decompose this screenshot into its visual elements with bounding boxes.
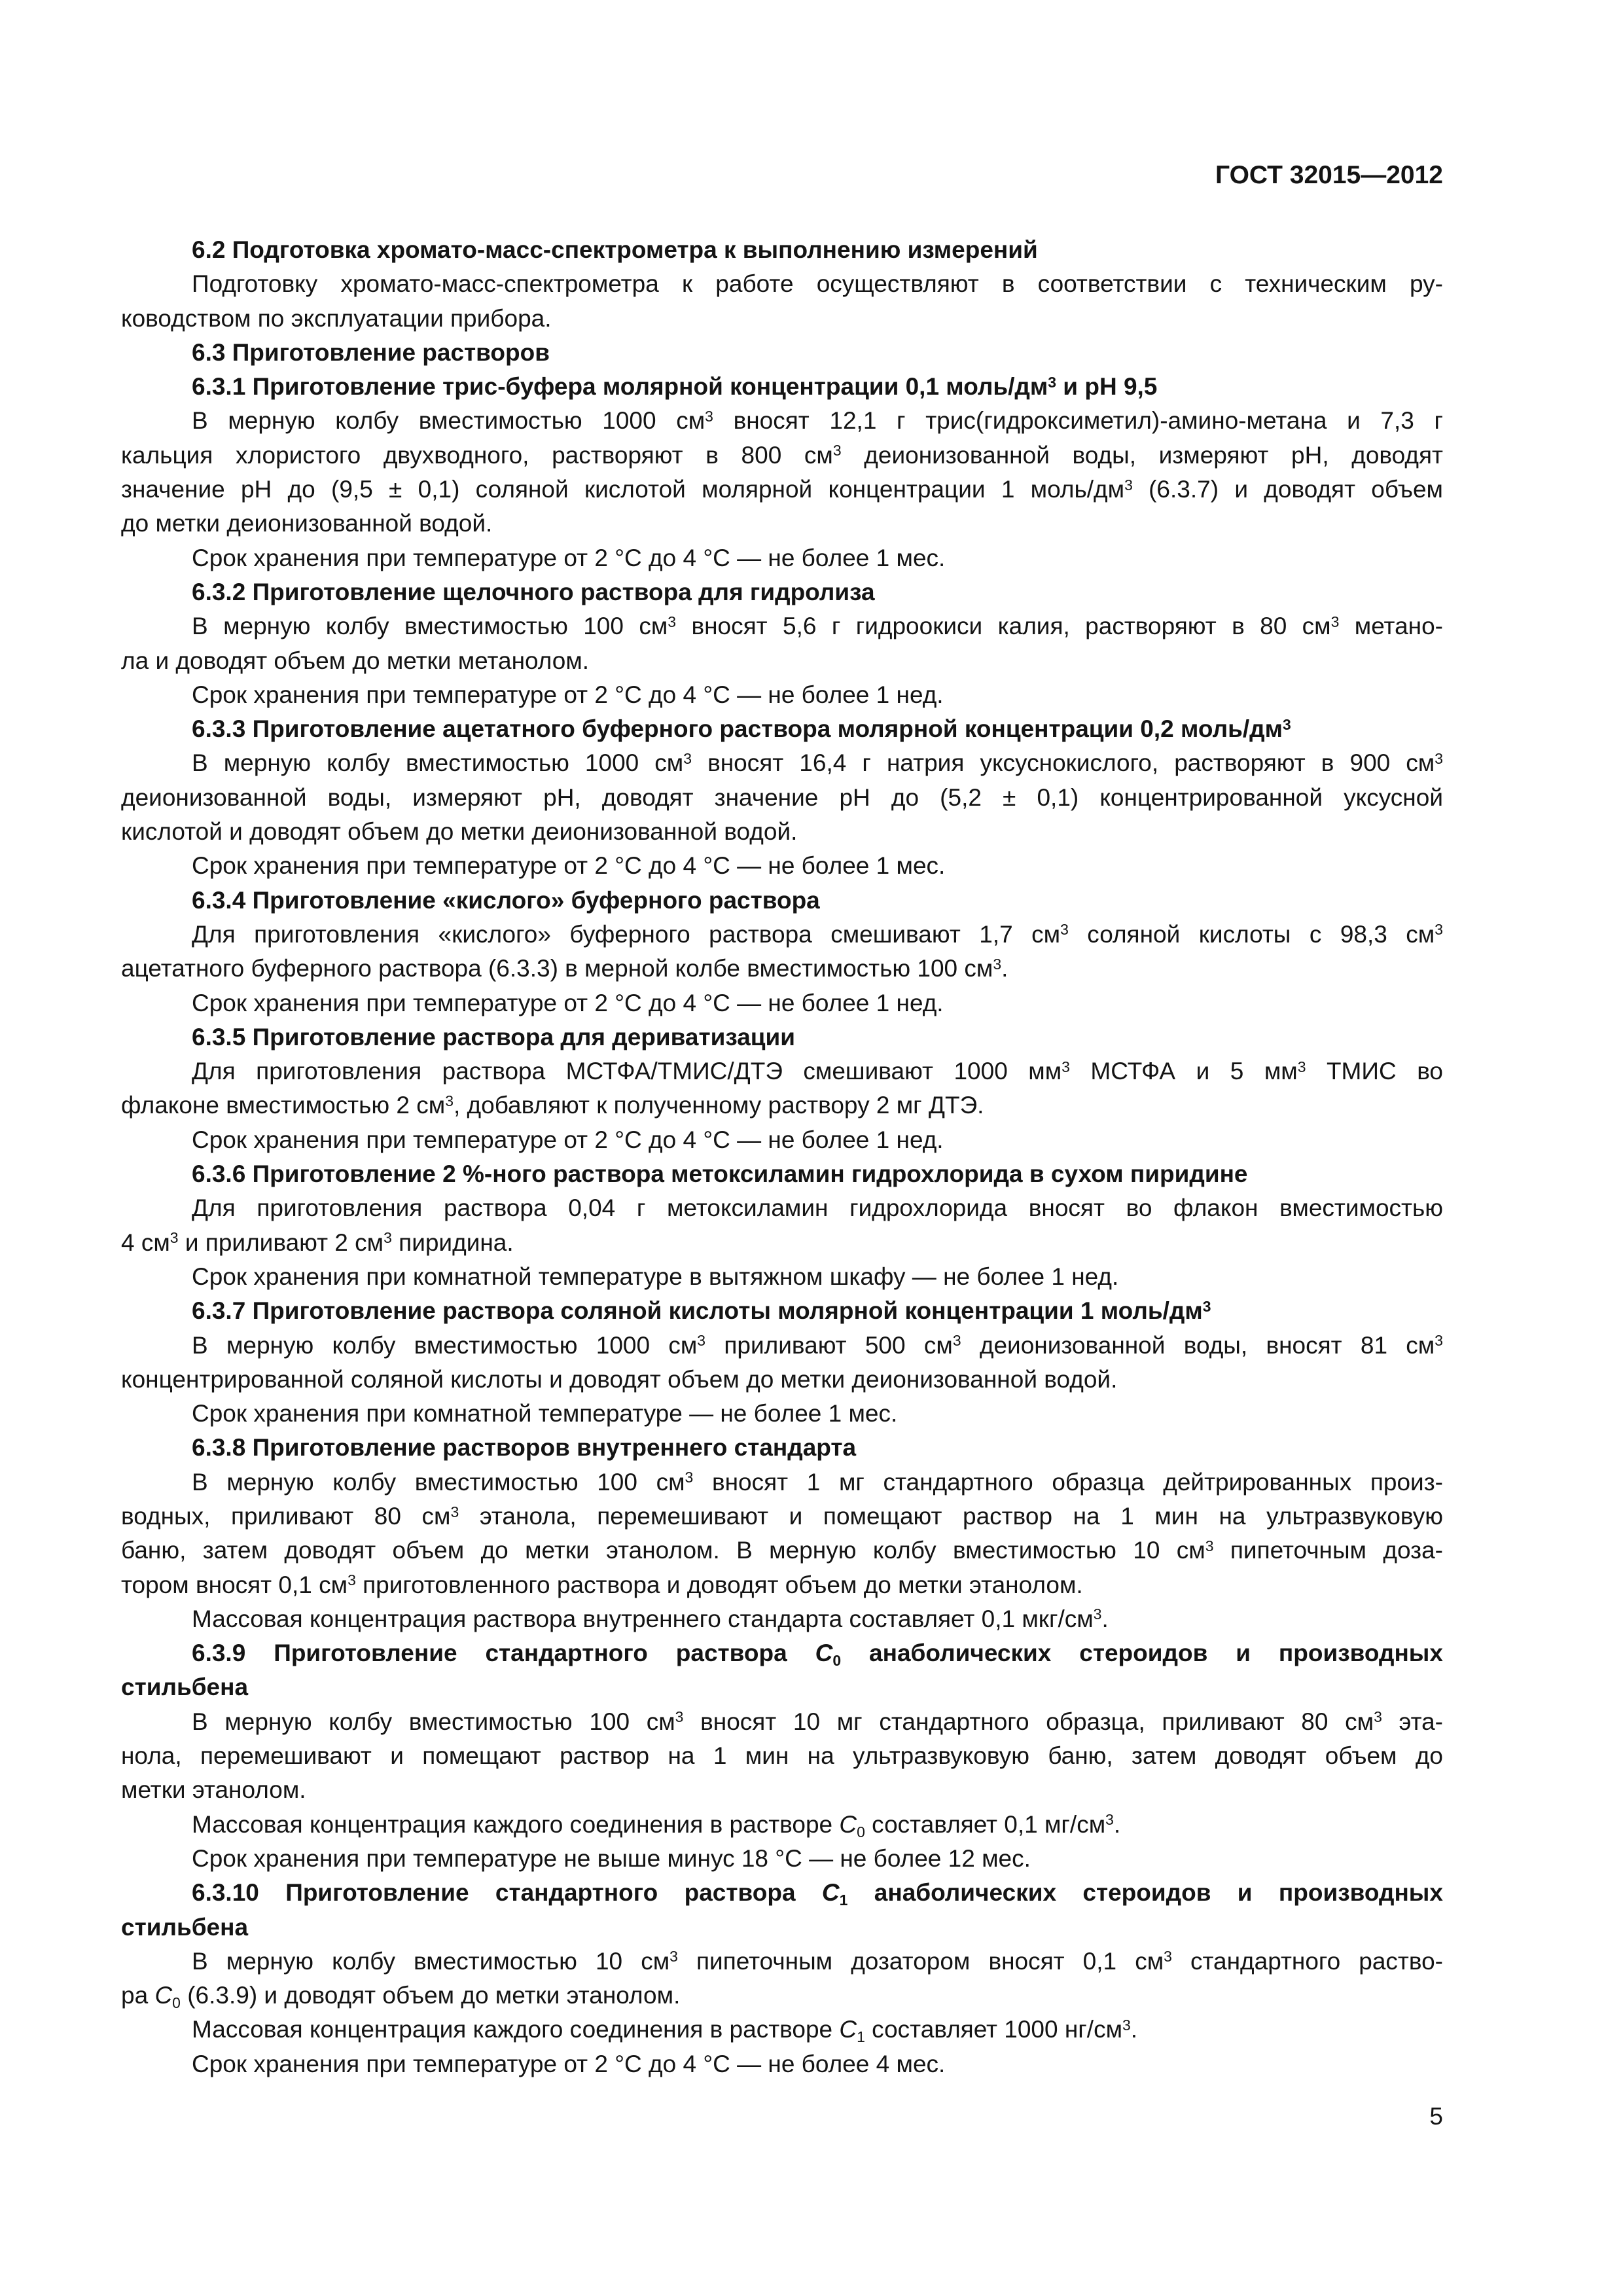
- line-text: [192, 575, 875, 609]
- superscript: 3: [383, 1229, 392, 1247]
- text-run: вносят 1 мг стандартного образца дейтрированных произ-: [693, 1468, 1443, 1496]
- line-text: [121, 1534, 1443, 1568]
- line-text: [192, 849, 945, 883]
- text-run: В мерную колбу вместимостью 100 см: [192, 1468, 685, 1496]
- paragraph: [121, 2047, 1443, 2081]
- text-line: [121, 712, 1443, 746]
- text-run: баню, затем доводят объем до метки этанолом. В мерную колбу вместимостью 10 см: [121, 1537, 1205, 1564]
- text-line: [121, 986, 1443, 1020]
- text-line: [121, 1808, 1443, 1842]
- text-run: В мерную колбу вместимостью 1000 см: [192, 749, 684, 777]
- section-heading: [121, 336, 1443, 370]
- superscript: 3: [1435, 749, 1443, 767]
- text-run: ТМИС во: [1306, 1058, 1444, 1085]
- line-text: [192, 267, 1443, 301]
- text-line: [121, 1329, 1443, 1363]
- text-run: МСТФА и 5 мм: [1069, 1058, 1298, 1085]
- line-text: [121, 1363, 1117, 1397]
- text-line: [121, 2013, 1443, 2047]
- text-run: деионизованной воды, вносят 81 см: [961, 1331, 1435, 1359]
- text-run: пипеточным дозатором вносят 0,1 см: [677, 1947, 1164, 1975]
- line-text: [192, 2047, 945, 2081]
- paragraph: [121, 1397, 1443, 1431]
- superscript: 3: [685, 1469, 694, 1486]
- text-line: [121, 1568, 1443, 1602]
- paragraph: [121, 986, 1443, 1020]
- text-run: В мерную колбу вместимостью 100 см: [192, 1708, 675, 1735]
- text-line: [121, 1226, 1443, 1260]
- text-run: 6.2 Подготовка хромато-масс-спектрометра к выполнению измерений: [192, 236, 1038, 263]
- line-text: [192, 1465, 1443, 1499]
- paragraph: [121, 918, 1443, 986]
- paragraph: [121, 609, 1443, 678]
- superscript: 3: [1435, 1332, 1444, 1350]
- text-line: [121, 1465, 1443, 1499]
- text-line: [121, 1910, 1443, 1945]
- text-line: [121, 575, 1443, 609]
- superscript: 3: [450, 1503, 459, 1520]
- line-text: [192, 1842, 1031, 1876]
- text-run: и приливают 2 см: [178, 1229, 384, 1256]
- line-text: [192, 1431, 856, 1465]
- text-run: значение pH до (9,5 ± 0,1) соляной кислотой молярной концентрации 1 моль/дм: [121, 476, 1125, 503]
- text-run: 6.3.5 Приготовление раствора для дериватизации: [192, 1023, 796, 1050]
- text-line: [121, 1054, 1443, 1088]
- superscript: 3: [669, 1948, 678, 1965]
- superscript: 3: [1122, 2016, 1131, 2034]
- line-text: [192, 1054, 1443, 1088]
- superscript: 3: [1060, 921, 1069, 939]
- superscript: 3: [1374, 1708, 1382, 1726]
- line-text: [192, 986, 944, 1020]
- line-text: [192, 1123, 944, 1157]
- text-line: [121, 1363, 1443, 1397]
- text-line: [121, 1670, 1443, 1704]
- paragraph: [121, 267, 1443, 336]
- paragraph: [121, 404, 1443, 541]
- text-run: 6.3.1 Приготовление трис-буфера молярной концентрации 0,1 моль/дм: [192, 373, 1048, 401]
- text-run: Для приготовления «кислого» буферного раствора смешивают 1,7 см: [192, 920, 1061, 948]
- text-line: [121, 1602, 1443, 1636]
- line-text: [121, 1088, 984, 1122]
- text-run: ла и доводят объем до метки метанолом.: [121, 647, 590, 674]
- section-heading: [121, 233, 1443, 267]
- paragraph: [121, 1191, 1443, 1260]
- line-text: [192, 336, 550, 370]
- text-line: [121, 1636, 1443, 1670]
- text-line: [121, 1499, 1443, 1534]
- line-text: [121, 644, 589, 678]
- superscript: 3: [1202, 1297, 1211, 1315]
- text-line: [121, 952, 1443, 986]
- text-line: [121, 1705, 1443, 1739]
- text-run: 6.3.10 Приготовление стандартного раствора: [192, 1879, 822, 1907]
- superscript: 3: [675, 1708, 684, 1726]
- text-run: Срок хранения при температуре от 2 °C до 4 °C — не более 1 нед.: [192, 1126, 944, 1153]
- text-run: (6.3.7) и доводят объем: [1132, 476, 1443, 503]
- text-run: метки этанолом.: [121, 1776, 306, 1804]
- text-run: стильбена: [121, 1674, 249, 1701]
- line-text: [192, 1636, 1443, 1670]
- paragraph: [121, 1842, 1443, 1876]
- section-heading: [121, 1157, 1443, 1191]
- text-run: Подготовку хромато-масс-спектрометра к работе осуществляют в соответствии с техническим ру-: [192, 270, 1443, 298]
- subscript: 0: [857, 1823, 865, 1840]
- text-line: [121, 1088, 1443, 1122]
- text-run: вносят 5,6 г гидроокиси калия, растворяют в 80 см: [676, 613, 1331, 640]
- superscript: 3: [169, 1229, 179, 1247]
- text-run: стильбена: [121, 1913, 249, 1941]
- superscript: 3: [832, 442, 842, 459]
- text-line: [121, 1945, 1443, 1979]
- text-line: [121, 2047, 1443, 2081]
- text-run: 6.3.8 Приготовление растворов внутреннего стандарта: [192, 1434, 857, 1462]
- text-line: [121, 507, 1443, 541]
- text-run: .: [1113, 1810, 1121, 1838]
- line-text: [192, 1329, 1443, 1363]
- text-run: флаконе вместимостью 2 см: [121, 1092, 446, 1119]
- text-run: .: [1001, 955, 1008, 982]
- text-line: [121, 267, 1443, 301]
- text-run: этанола, перемешивают и помещают раствор на 1 мин на ультразвуковую: [459, 1502, 1443, 1530]
- document-code: ГОСТ 32015—2012: [1215, 161, 1443, 189]
- text-run: приливают 500 см: [705, 1331, 953, 1359]
- line-text: [192, 1294, 1211, 1328]
- text-run: анаболических стероидов и производных: [847, 1879, 1443, 1907]
- line-text: [192, 1020, 795, 1054]
- text-line: [121, 781, 1443, 815]
- text-line: [121, 1534, 1443, 1568]
- text-line: [121, 1842, 1443, 1876]
- paragraph: [121, 849, 1443, 883]
- text-run: вносят 10 мг стандартного образца, приливают 80 см: [683, 1708, 1374, 1735]
- text-line: [121, 1294, 1443, 1328]
- text-line: [121, 302, 1443, 336]
- text-run: Срок хранения при температуре не выше минус 18 °C — не более 12 мес.: [192, 1844, 1031, 1872]
- text-run: составляет 0,1 мг/см: [865, 1810, 1106, 1838]
- paragraph: [121, 1705, 1443, 1808]
- text-run: водных, приливают 80 см: [121, 1502, 451, 1530]
- text-run: В мерную колбу вместимостью 1000 см: [192, 407, 705, 435]
- text-run: соляной кислоты с 98,3 см: [1068, 920, 1435, 948]
- line-text: [192, 2013, 1137, 2047]
- text-run: Для приготовления раствора 0,04 г метоксиламин гидрохлорида вносят во флакон вместимостью: [192, 1194, 1443, 1222]
- text-line: [121, 473, 1443, 507]
- text-line: [121, 1431, 1443, 1465]
- line-text: [121, 473, 1443, 507]
- italic-symbol: C: [839, 2016, 857, 2043]
- line-text: [192, 884, 820, 918]
- line-text: [192, 1397, 897, 1431]
- line-text: [192, 712, 1291, 746]
- text-run: составляет 1000 нг/см: [865, 2016, 1123, 2043]
- text-run: 6.3.9 Приготовление стандартного раствора: [192, 1640, 815, 1667]
- line-text: [192, 1191, 1443, 1225]
- subscript: 1: [857, 2028, 865, 2046]
- text-line: [121, 370, 1443, 404]
- text-run: Срок хранения при температуре от 2 °C до 4 °C — не более 1 мес.: [192, 544, 946, 571]
- text-line: [121, 1260, 1443, 1294]
- text-run: Срок хранения при температуре от 2 °C до 4 °C — не более 4 мес.: [192, 2050, 946, 2077]
- superscript: 3: [1048, 373, 1057, 391]
- text-line: [121, 815, 1443, 849]
- line-text: [121, 1910, 248, 1945]
- superscript: 3: [1105, 1811, 1114, 1829]
- text-run: В мерную колбу вместимостью 10 см: [192, 1947, 670, 1975]
- section-heading: [121, 575, 1443, 609]
- text-line: [121, 746, 1443, 780]
- superscript: 3: [1061, 1058, 1070, 1075]
- section-heading: [121, 884, 1443, 918]
- line-text: [121, 1773, 306, 1807]
- section-heading: [121, 1020, 1443, 1054]
- text-run: (6.3.9) и доводят объем до метки этанолом.: [180, 1982, 681, 2009]
- superscript: 3: [697, 1332, 706, 1350]
- line-text: [192, 1260, 1118, 1294]
- line-text: [192, 1945, 1443, 1979]
- text-line: [121, 404, 1443, 438]
- line-text: [121, 1226, 514, 1260]
- line-text: [192, 678, 944, 712]
- page-number: 5: [1429, 2103, 1443, 2130]
- paragraph: [121, 541, 1443, 575]
- line-text: [192, 1876, 1443, 1910]
- text-run: Массовая концентрация каждого соединения в растворе: [192, 1810, 840, 1838]
- text-run: .: [1130, 2016, 1138, 2043]
- superscript: 3: [445, 1092, 454, 1109]
- superscript: 3: [668, 613, 677, 630]
- text-run: Для приготовления раствора МСТФА/ТМИС/ДТЭ смешивают 1000 мм: [192, 1058, 1062, 1085]
- document-body: [121, 233, 1443, 2081]
- line-text: [121, 507, 492, 541]
- line-text: [121, 302, 552, 336]
- text-line: [121, 233, 1443, 267]
- text-line: [121, 644, 1443, 678]
- italic-symbol: C: [839, 1810, 857, 1838]
- text-run: 6.3.3 Приготовление ацетатного буферного раствора молярной концентрации 0,2 моль/дм: [192, 715, 1283, 743]
- line-text: [121, 1739, 1443, 1773]
- text-line: [121, 849, 1443, 883]
- text-run: анаболических стероидов и производных: [841, 1640, 1443, 1667]
- superscript: 3: [705, 408, 713, 425]
- line-text: [121, 952, 1008, 986]
- line-text: [121, 1499, 1443, 1534]
- line-text: [121, 781, 1443, 815]
- text-line: [121, 1020, 1443, 1054]
- subscript: 0: [832, 1652, 842, 1670]
- section-heading: [121, 1294, 1443, 1328]
- paragraph: [121, 1808, 1443, 1842]
- subscript: 1: [839, 1892, 848, 1909]
- text-line: [121, 678, 1443, 712]
- superscript: 3: [348, 1571, 356, 1589]
- text-run: 6.3.2 Приготовление щелочного раствора для гидролиза: [192, 578, 875, 605]
- text-line: [121, 918, 1443, 952]
- text-line: [121, 1191, 1443, 1225]
- line-text: [121, 1568, 1083, 1602]
- paragraph: [121, 1123, 1443, 1157]
- text-line: [121, 1876, 1443, 1910]
- text-run: В мерную колбу вместимостью 100 см: [192, 613, 668, 640]
- text-line: [121, 1397, 1443, 1431]
- text-line: [121, 1739, 1443, 1773]
- text-run: пипеточным доза-: [1213, 1537, 1443, 1564]
- text-line: [121, 1979, 1443, 2013]
- superscript: 3: [1282, 715, 1291, 733]
- text-run: , добавляют к полученному раствору 2 мг ДТЭ.: [453, 1092, 984, 1119]
- text-run: эта-: [1382, 1708, 1444, 1735]
- paragraph: [121, 746, 1443, 849]
- superscript: 3: [1205, 1537, 1214, 1554]
- text-run: стандартного раство-: [1171, 1947, 1443, 1975]
- text-run: кальция хлористого двухводного, растворяют в 800 см: [121, 441, 833, 469]
- superscript: 3: [952, 1332, 961, 1350]
- line-text: [192, 370, 1157, 404]
- section-heading: [121, 1431, 1443, 1465]
- italic-symbol: C: [821, 1879, 840, 1907]
- text-line: [121, 884, 1443, 918]
- text-run: Срок хранения при комнатной температуре — не более 1 мес.: [192, 1400, 898, 1427]
- text-run: приготовленного раствора и доводят объем до метки этанолом.: [355, 1571, 1083, 1598]
- text-run: 6.3.4 Приготовление «кислого» буферного раствора: [192, 886, 820, 914]
- superscript: 3: [1124, 476, 1133, 493]
- line-text: [192, 1808, 1120, 1842]
- text-line: [121, 1773, 1443, 1807]
- line-text: [192, 1705, 1443, 1739]
- text-run: Массовая концентрация каждого соединения в растворе: [192, 2016, 840, 2043]
- line-text: [192, 746, 1443, 780]
- superscript: 3: [683, 749, 692, 767]
- text-run: и pH 9,5: [1056, 373, 1158, 401]
- line-text: [121, 1979, 680, 2013]
- text-run: деионизованной воды, измеряют pH, доводят значение pH до (5,2 ± 0,1) концентрированной уксусной: [121, 783, 1443, 811]
- section-heading: [121, 1636, 1443, 1705]
- text-line: [121, 1157, 1443, 1191]
- line-text: [192, 404, 1443, 438]
- text-line: [121, 609, 1443, 643]
- text-run: ководством по эксплуатации прибора.: [121, 304, 552, 332]
- section-heading: [121, 712, 1443, 746]
- text-run: нола, перемешивают и помещают раствор на 1 мин на ультразвуковую баню, затем доводят объем до: [121, 1742, 1443, 1770]
- line-text: [121, 815, 797, 849]
- superscript: 3: [1297, 1058, 1306, 1075]
- text-run: ра: [121, 1982, 155, 2009]
- superscript: 3: [1164, 1948, 1172, 1965]
- subscript: 0: [172, 1994, 181, 2012]
- text-run: метано-: [1339, 613, 1443, 640]
- text-line: [121, 541, 1443, 575]
- text-run: Массовая концентрация раствора внутреннего стандарта составляет 0,1 мкг/см: [192, 1605, 1094, 1632]
- section-heading: [121, 370, 1443, 404]
- text-run: кислотой и доводят объем до метки деионизованной водой.: [121, 818, 798, 846]
- text-run: 4 см: [121, 1229, 170, 1256]
- paragraph: [121, 2013, 1443, 2047]
- line-text: [192, 1602, 1109, 1636]
- text-run: Срок хранения при температуре от 2 °C до 4 °C — не более 1 мес.: [192, 852, 946, 880]
- paragraph: [121, 1329, 1443, 1397]
- superscript: 3: [1330, 613, 1340, 630]
- paragraph: [121, 678, 1443, 712]
- text-run: 6.3 Приготовление растворов: [192, 338, 550, 366]
- text-run: ацетатного буферного раствора (6.3.3) в мерной колбе вместимостью 100 см: [121, 955, 993, 982]
- text-run: В мерную колбу вместимостью 1000 см: [192, 1331, 698, 1359]
- italic-symbol: C: [154, 1982, 173, 2009]
- superscript: 3: [1093, 1605, 1102, 1623]
- text-run: 6.3.6 Приготовление 2 %-ного раствора метоксиламин гидрохлорида в сухом пиридине: [192, 1160, 1248, 1188]
- line-text: [121, 439, 1443, 473]
- text-line: [121, 439, 1443, 473]
- text-run: .: [1101, 1605, 1109, 1632]
- paragraph: [121, 1260, 1443, 1294]
- section-heading: [121, 1876, 1443, 1945]
- line-text: [121, 1670, 248, 1704]
- text-run: вносят 12,1 г трис(гидроксиметил)-амино-метана и 7,3 г: [713, 407, 1444, 435]
- line-text: [192, 233, 1038, 267]
- text-run: до метки деионизованной водой.: [121, 510, 493, 537]
- text-run: 6.3.7 Приготовление раствора соляной кислоты молярной концентрации 1 моль/дм: [192, 1297, 1203, 1325]
- line-text: [192, 609, 1443, 643]
- text-run: Срок хранения при температуре от 2 °C до 4 °C — не более 1 нед.: [192, 681, 944, 708]
- line-text: [192, 918, 1443, 952]
- text-run: деионизованной воды, измеряют pH, доводят: [841, 441, 1443, 469]
- superscript: 3: [1435, 921, 1443, 939]
- paragraph: [121, 1602, 1443, 1636]
- paragraph: [121, 1465, 1443, 1602]
- text-run: тором вносят 0,1 см: [121, 1571, 348, 1598]
- paragraph: [121, 1945, 1443, 2013]
- text-run: пиридина.: [391, 1229, 514, 1256]
- text-run: концентрированной соляной кислоты и доводят объем до метки деионизованной водой.: [121, 1365, 1118, 1393]
- italic-symbol: C: [815, 1640, 833, 1667]
- text-line: [121, 1123, 1443, 1157]
- text-run: Срок хранения при комнатной температуре в вытяжном шкафу — не более 1 нед.: [192, 1263, 1119, 1290]
- text-run: вносят 16,4 г натрия уксуснокислого, растворяют в 900 см: [692, 749, 1435, 777]
- text-run: Срок хранения при температуре от 2 °C до 4 °C — не более 1 нед.: [192, 989, 944, 1016]
- paragraph: [121, 1054, 1443, 1123]
- text-line: [121, 336, 1443, 370]
- line-text: [192, 1157, 1248, 1191]
- superscript: 3: [993, 955, 1002, 973]
- line-text: [192, 541, 945, 575]
